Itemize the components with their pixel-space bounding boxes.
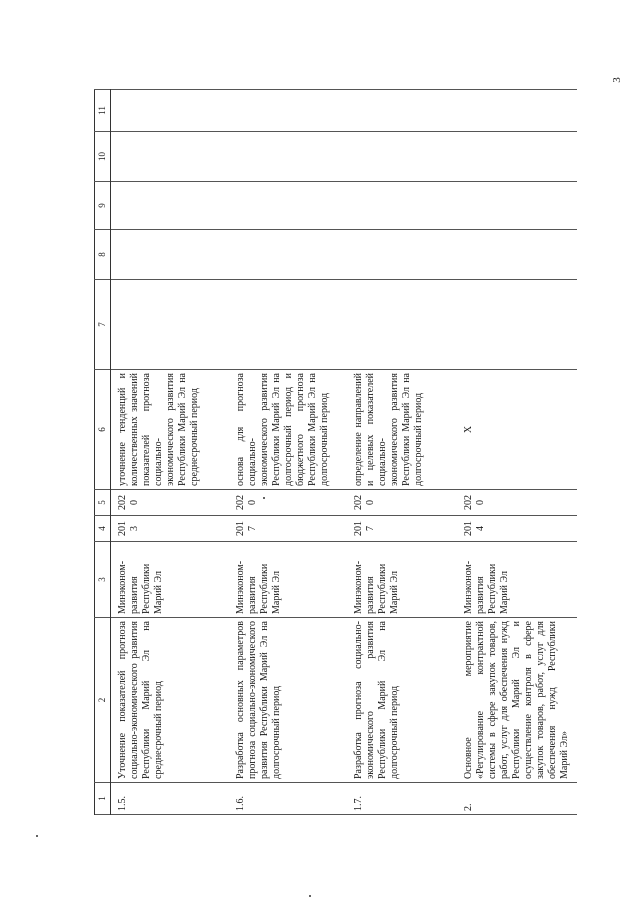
empty-cell: [229, 90, 347, 132]
scan-speck: [36, 835, 38, 837]
column-header: 5: [95, 490, 111, 516]
empty-cell: [111, 132, 229, 182]
row-number: 2.: [457, 783, 577, 815]
empty-cell: [457, 132, 577, 182]
empty-cell: [457, 280, 577, 370]
column-header: 9: [95, 182, 111, 230]
row-end-year: 2020: [347, 490, 457, 516]
row-number: 1.7.: [347, 783, 457, 815]
row-start-year: 2013: [111, 516, 229, 542]
scan-speck: [309, 895, 311, 897]
empty-cell: [111, 280, 229, 370]
table-header-row: [95, 90, 111, 815]
column-header: 10: [95, 132, 111, 182]
row-result: X: [457, 370, 577, 490]
column-header: 8: [95, 230, 111, 280]
table-row: [111, 90, 229, 815]
page-number: 3: [610, 77, 623, 83]
empty-cell: [457, 230, 577, 280]
row-name: Уточнение показателей прогноза социально-экономического развития Республики Марий Эл на среднесрочный период: [111, 618, 229, 783]
row-start-year: 2017: [347, 516, 457, 542]
column-header: 7: [95, 280, 111, 370]
column-header: 11: [95, 90, 111, 132]
empty-cell: [111, 90, 229, 132]
row-name: Разработка прогноза социально-экономического развития Республики Марий Эл на долгосрочный период: [347, 618, 457, 783]
empty-cell: [229, 230, 347, 280]
row-number: 1.6.: [229, 783, 347, 815]
row-end-year: 2020: [457, 490, 577, 516]
empty-cell: [229, 182, 347, 230]
row-name: Разработка основных параметров прогноза социально-экономического развития Республики Марий Эл на долгосрочный период: [229, 618, 347, 783]
empty-cell: [457, 182, 577, 230]
row-number: 1.5.: [111, 783, 229, 815]
table-row: [347, 90, 457, 815]
empty-cell: [347, 280, 457, 370]
row-start-year: 2017: [229, 516, 347, 542]
empty-cell: [347, 132, 457, 182]
column-header: 6: [95, 370, 111, 490]
column-header: 3: [95, 542, 111, 618]
row-start-year: 2014: [457, 516, 577, 542]
row-executor: Минэконом-развития Республики Марий Эл: [229, 542, 347, 618]
empty-cell: [229, 132, 347, 182]
row-name: Основное мероприятие «Регулирование контрактной системы в сфере закупок товаров, работ, услуг для обеспечения нужд Республики Марий Эл и осуществление контроля в сфере закупок товаров, работ, услуг для обеспечения нужд Республики Марий Эл»: [457, 618, 577, 783]
column-header: 4: [95, 516, 111, 542]
empty-cell: [111, 182, 229, 230]
column-header: 1: [95, 783, 111, 815]
row-result: уточнение тенденций и количественных значений показателей прогноза социально-экономического развития Республики Марий Эл на среднесрочный период: [111, 370, 229, 490]
row-result: основа для прогноза социально-экономического развития Республики Марий Эл на долгосрочный период и бюджетного прогноза Республики Марий Эл на долгосрочный период: [229, 370, 347, 490]
row-executor: Минэконом-развития Республики Марий Эл: [111, 542, 229, 618]
plan-table: [94, 90, 570, 815]
row-executor: Минэконом-развития Республики Марий Эл: [347, 542, 457, 618]
column-header: 2: [95, 618, 111, 783]
empty-cell: [111, 230, 229, 280]
row-result: определение направлений и целевых показателей социально-экономического развития Республики Марий Эл на долгосрочный период: [347, 370, 457, 490]
table-row: [229, 90, 347, 815]
row-executor: Минэконом-развития Республики Марий Эл: [457, 542, 577, 618]
empty-cell: [347, 90, 457, 132]
empty-cell: [229, 280, 347, 370]
empty-cell: [457, 90, 577, 132]
row-end-year: 2020: [111, 490, 229, 516]
row-end-year: 2020: [229, 490, 347, 516]
empty-cell: [347, 230, 457, 280]
table-row: [457, 90, 577, 815]
empty-cell: [347, 182, 457, 230]
